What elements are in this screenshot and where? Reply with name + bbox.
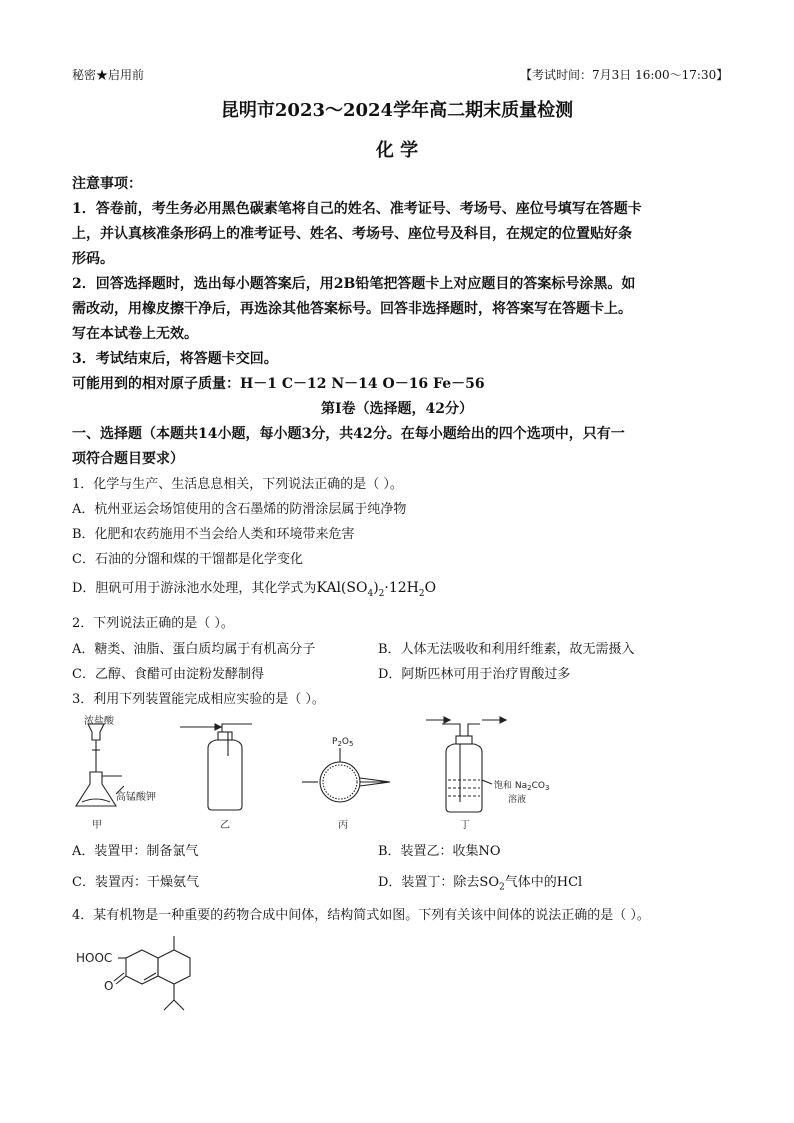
label-na2co3-b: CO [531, 781, 545, 791]
q3-option-c: C．装置丙：干燥氨气 [72, 875, 199, 890]
formula-sub: 4 [367, 588, 374, 599]
q3-option-d-text2: 气体中的HCl [504, 875, 583, 890]
apparatus-bing [302, 748, 390, 802]
q3-stem: 3．利用下列装置能完成相应实验的是（ ）。 [72, 692, 325, 707]
q3-option-a: A．装置甲：制备氯气 [72, 844, 199, 859]
section-one-line-2: 项符合题目要求） [72, 451, 184, 467]
q1-formula [316, 580, 437, 599]
label-na2co3-sub: 3 [544, 784, 550, 792]
note-line-3: 形码。 [72, 251, 114, 267]
q4-cooh-label: HOOC [76, 951, 113, 965]
q1-stem: 1．化学与生产、生活息息相关，下列说法正确的是（ ）。 [72, 477, 403, 492]
q1-option-a: A．杭州亚运会场馆使用的含石墨烯的防滑涂层属于纯净物 [72, 502, 407, 517]
label-p2o5 [332, 737, 353, 748]
q3-option-d-text: D．装置丁：除去SO [378, 875, 499, 890]
label-p2o5-o: O [341, 737, 349, 747]
label-solution: 溶液 [508, 795, 527, 805]
label-jia: 甲 [92, 820, 102, 831]
label-kmno4: 高锰酸钾 [116, 792, 156, 803]
note-line-5: 需改动，用橡皮擦干净后，再选涂其他答案标号。回答非选择题时，将答案写在答题卡上。 [72, 301, 632, 317]
formula-part: KAl(SO [316, 580, 368, 596]
part-one-heading: 第Ⅰ卷（选择题，42分） [320, 401, 474, 417]
section-one-line-1: 一、选择题（本题共14小题，每小题3分，共42分。在每小题给出的四个选项中，只有一 [72, 426, 625, 442]
formula-part: O [424, 580, 437, 596]
q2-option-a: A．糖类、油脂、蛋白质均属于有机高分子 [72, 642, 316, 657]
q1-option-c: C．石油的分馏和煤的干馏都是化学变化 [72, 552, 303, 567]
label-p2o5-p: P [332, 737, 338, 747]
formula-part: ·12H [384, 580, 419, 596]
q4-oxygen-label: O [104, 979, 114, 993]
apparatus-ding [442, 724, 492, 812]
exam-time: 【考试时间：7月3日 16:00～17:30】 [520, 68, 729, 82]
q3-option-d-sub: 2 [499, 882, 505, 893]
q2-stem: 2．下列说法正确的是（ ）。 [72, 616, 234, 631]
formula-part: ) [373, 580, 379, 596]
q2-option-b: B．人体无法吸收和利用纤维素，故无需摄入 [378, 642, 635, 657]
label-bing: 丙 [338, 820, 348, 831]
label-na2co3-a: 饱和 Na [494, 781, 528, 791]
notes-heading: 注意事项： [72, 176, 142, 192]
atomic-masses: 可能用到的相对原子质量：H－1 C－12 N－14 O－16 Fe－56 [72, 376, 485, 392]
page-title: 昆明市2023～2024学年高二期末质量检测 [220, 100, 574, 121]
apparatus-diagram [70, 710, 590, 835]
subject-title: 化 学 [375, 140, 419, 161]
formula-sub: 2 [418, 588, 425, 599]
label-ding: 丁 [460, 820, 470, 831]
q1-option-b: B．化肥和农药施用不当会给人类和环境带来危害 [72, 527, 355, 542]
q2-option-d: D．阿斯匹林可用于治疗胃酸过多 [378, 667, 571, 682]
note-line-7: 3．考试结束后，将答题卡交回。 [72, 351, 278, 367]
note-line-4: 2．回答选择题时，选出每小题答案后，用2B铅笔把答题卡上对应题目的答案标号涂黑。如 [72, 276, 636, 292]
label-yi: 乙 [220, 820, 230, 831]
label-na2co3-sub: 2 [527, 784, 532, 792]
q1-option-d-text: D．胆矾可用于游泳池水处理，其化学式为 [72, 581, 317, 596]
note-line-1: 1．答卷前，考生务必用黑色碳素笔将自己的姓名、准考证号、考场号、座位号填写在答题卡 [72, 201, 642, 217]
apparatus-yi [208, 724, 252, 810]
q3-option-b: B．装置乙：收集NO [378, 844, 501, 859]
q4-structure-formula [72, 928, 212, 1028]
note-line-6: 写在本试卷上无效。 [72, 326, 198, 342]
formula-sub: 2 [378, 588, 385, 599]
note-line-2: 上，并认真核准条形码上的准考证号、姓名、考场号、座位号及科目，在规定的位置贴好条 [72, 226, 632, 242]
label-na2co3 [494, 779, 549, 792]
q2-option-c: C．乙醇、食醋可由淀粉发酵制得 [72, 667, 264, 682]
q3-option-d [378, 871, 582, 893]
label-hcl: 浓盐酸 [84, 716, 114, 727]
q1-option-d [72, 577, 436, 599]
q4-stem: 4．某有机物是一种重要的药物合成中间体，结构简式如图。下列有关该中间体的说法正确的是（ ）。 [72, 908, 650, 923]
confidential-label: 秘密★启用前 [72, 68, 145, 82]
label-p2o5-sub: 5 [349, 740, 354, 748]
label-p2o5-sub: 2 [337, 740, 342, 748]
